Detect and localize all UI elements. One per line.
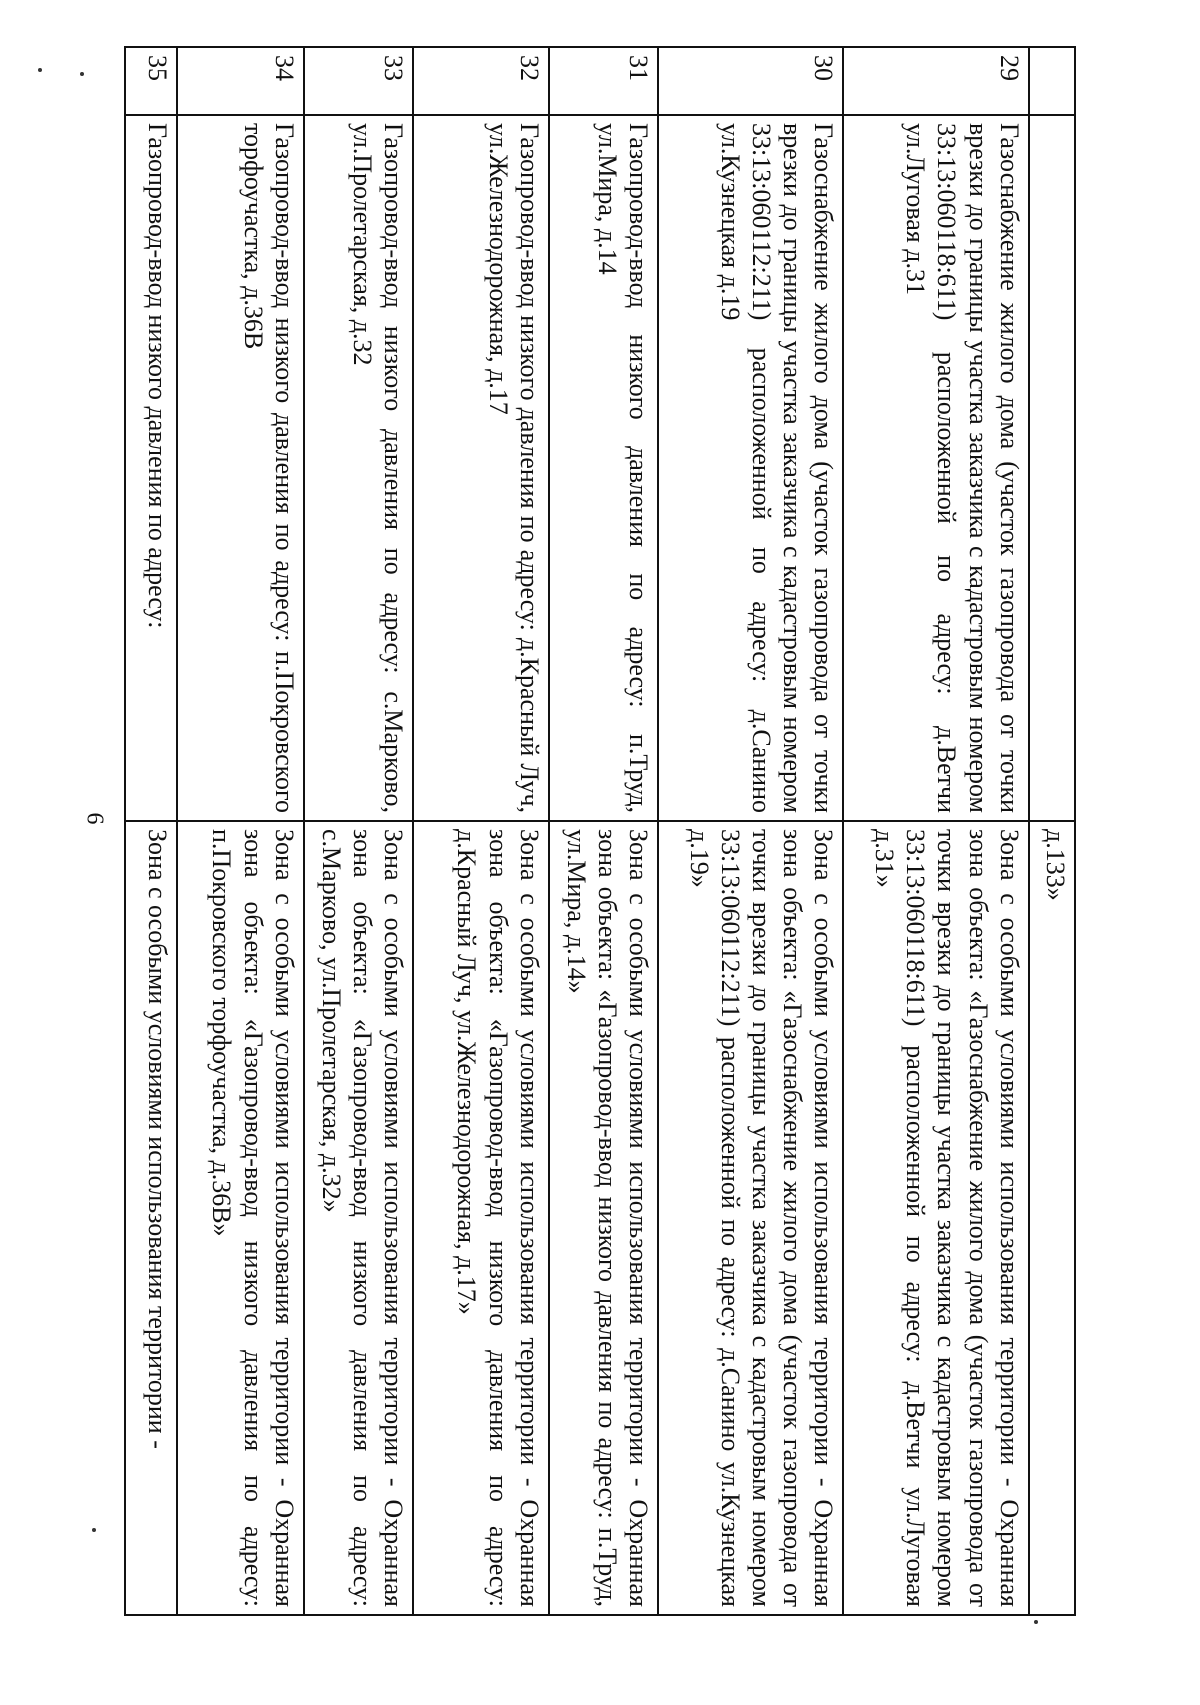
object-description: Газопровод-ввод низкого давления по адресу: с.Марково, ул.Пролетарская, д.32 bbox=[304, 115, 413, 821]
object-description: Газопровод-ввод низкого давления по адресу: д.Красный Луч, ул.Железнодорожная, д.17 bbox=[413, 115, 549, 821]
table-row bbox=[304, 47, 413, 1615]
page-number: 6 bbox=[81, 812, 108, 825]
table-row bbox=[1029, 47, 1075, 1615]
object-description: Газопровод-ввод низкого давления по адресу: bbox=[125, 115, 177, 821]
table-row bbox=[413, 47, 549, 1615]
row-number: 35 bbox=[125, 47, 177, 115]
zone-description: Зона с особыми условиями использования территории - Охранная зона объекта: «Газопровод-ввод низкого давления по адресу: п.Покровского торфоучастка, д.36В» bbox=[177, 821, 304, 1615]
zone-description: Зона с особыми условиями использования территории - Охранная зона объекта: «Газопровод-ввод низкого давления по адресу: с.Марково, ул.Пролетарская, д.32» bbox=[304, 821, 413, 1615]
row-number: 29 bbox=[843, 47, 1028, 115]
table-row bbox=[843, 47, 1028, 1615]
table-row bbox=[177, 47, 304, 1615]
scan-speck bbox=[80, 72, 84, 76]
row-number bbox=[1029, 47, 1075, 115]
scan-speck bbox=[92, 1528, 96, 1532]
table-row bbox=[125, 47, 177, 1615]
zone-description: Зона с особыми условиями использования территории - Охранная зона объекта: «Газоснабжение жилого дома (участок газопровода от точки врезки до границы участка заказчика с кадастровым номером 33:13:060112:211) расположенной по адресу: д.Санино ул.Кузнецкая д.19» bbox=[658, 821, 843, 1615]
object-description: Газопровод-ввод низкого давления по адресу: п.Покровского торфоучастка, д.36В bbox=[177, 115, 304, 821]
object-description: Газопровод-ввод низкого давления по адресу: п.Труд, ул.Мира, д.14 bbox=[549, 115, 658, 821]
row-number: 31 bbox=[549, 47, 658, 115]
zone-description: Зона с особыми условиями использования территории - bbox=[125, 821, 177, 1615]
zone-description: д.133» bbox=[1029, 821, 1075, 1615]
table-row bbox=[658, 47, 843, 1615]
object-description: Газоснабжение жилого дома (участок газопровода от точки врезки до границы участка заказчика с кадастровым номером 33:13:060118:611) расположенной по адресу: д.Ветчи ул.Луговая д.31 bbox=[843, 115, 1028, 821]
object-description bbox=[1029, 115, 1075, 821]
zone-description: Зона с особыми условиями использования территории - Охранная зона объекта: «Газопровод-ввод низкого давления по адресу: п.Труд, ул.Мира, д.14» bbox=[549, 821, 658, 1615]
scan-speck bbox=[1034, 1620, 1038, 1624]
row-number: 30 bbox=[658, 47, 843, 115]
row-number: 34 bbox=[177, 47, 304, 115]
row-number: 33 bbox=[304, 47, 413, 115]
row-number: 32 bbox=[413, 47, 549, 115]
table-row bbox=[549, 47, 658, 1615]
scan-speck bbox=[38, 68, 42, 72]
zone-description: Зона с особыми условиями использования территории - Охранная зона объекта: «Газопровод-ввод низкого давления по адресу: д.Красный Луч, ул.Железнодорожная, д.17» bbox=[413, 821, 549, 1615]
register-sheet bbox=[124, 46, 1076, 1616]
register-table bbox=[124, 46, 1076, 1616]
zone-description: Зона с особыми условиями использования территории - Охранная зона объекта: «Газоснабжение жилого дома (участок газопровода от точки врезки до границы участка заказчика с кадастровым номером 33:13:060118:611) расположенной по адресу: д.Ветчи ул.Луговая д.31» bbox=[843, 821, 1028, 1615]
object-description: Газоснабжение жилого дома (участок газопровода от точки врезки до границы участка заказчика с кадастровым номером 33:13:060112:211) расположенной по адресу: д.Санино ул.Кузнецкая д.19 bbox=[658, 115, 843, 821]
